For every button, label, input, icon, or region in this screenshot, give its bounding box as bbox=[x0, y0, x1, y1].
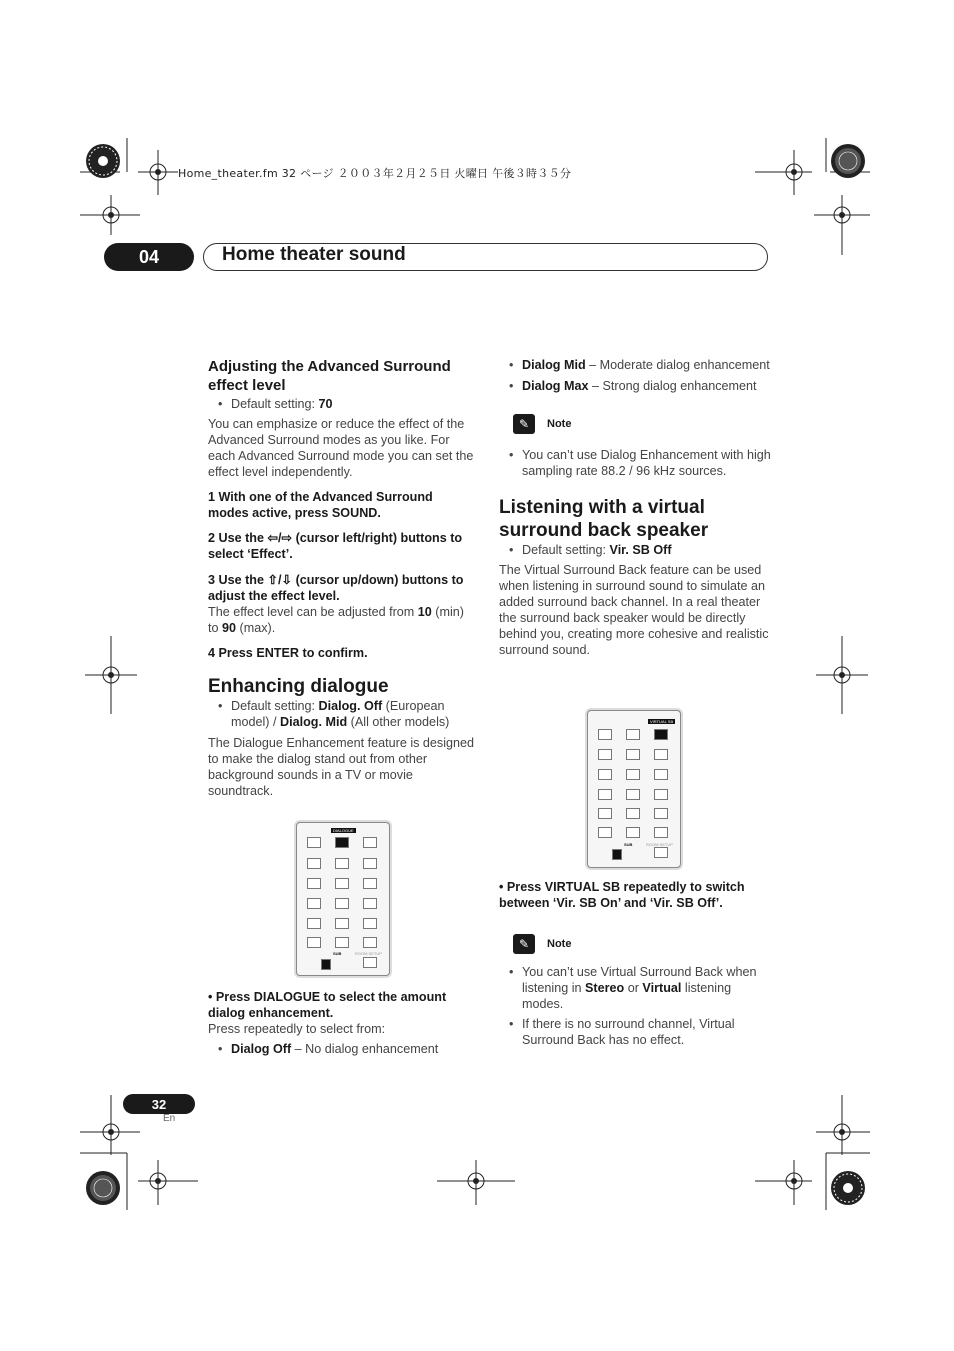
remote-button bbox=[363, 858, 377, 869]
remote-switch bbox=[612, 849, 622, 860]
remote-button bbox=[598, 789, 612, 800]
remote-button bbox=[307, 858, 321, 869]
remote-sub-label: SUB bbox=[333, 951, 342, 956]
remote-button bbox=[626, 729, 640, 740]
remote-button bbox=[598, 749, 612, 760]
remote-button bbox=[307, 898, 321, 909]
file-info-line: Home_theater.fm 32 ページ ２００３年２月２５日 火曜日 午後３時３５分 bbox=[178, 167, 572, 180]
left-column bbox=[208, 357, 476, 799]
remote-button bbox=[626, 769, 640, 780]
right-column-bottom bbox=[499, 879, 771, 1048]
remote-button bbox=[363, 957, 377, 968]
remote-top-label: VIRTUAL SB bbox=[650, 719, 674, 724]
remote-button bbox=[307, 918, 321, 929]
note-2-label: Note bbox=[547, 938, 572, 950]
step-4: 4 Press ENTER to confirm. bbox=[208, 646, 368, 660]
remote-button bbox=[335, 858, 349, 869]
chapter-title: Home theater sound bbox=[222, 244, 406, 265]
advanced-surround-heading: Adjusting the Advanced Surround effect level bbox=[208, 358, 451, 394]
enhancing-dialogue-heading: Enhancing dialogue bbox=[208, 676, 389, 697]
chapter-number-badge: 04 bbox=[104, 243, 194, 271]
remote-button bbox=[363, 937, 377, 948]
remote-button bbox=[654, 827, 668, 838]
advanced-default-setting: • Default setting: 70 bbox=[208, 396, 476, 412]
step-1: 1 With one of the Advanced Surround modes active, press SOUND. bbox=[208, 490, 433, 520]
pencil-icon: ✎ bbox=[513, 414, 535, 434]
dialog-mid-item: • Dialog Mid – Moderate dialog enhancement bbox=[499, 357, 771, 373]
dialog-body: The Dialogue Enhancement feature is designed to make the dialog stand out from other background sounds in a TV or movie soundtrack. bbox=[208, 736, 475, 798]
remote-button bbox=[307, 937, 321, 948]
remote-top-label: DIALOGUE bbox=[333, 828, 354, 833]
remote-button bbox=[626, 749, 640, 760]
left-column-bottom bbox=[208, 989, 476, 1057]
remote-button bbox=[654, 808, 668, 819]
remote-button bbox=[654, 789, 668, 800]
remote-button bbox=[335, 937, 349, 948]
note-1: • You can’t use Dialog Enhancement with high sampling rate 88.2 / 96 kHz sources. bbox=[499, 447, 771, 479]
note-header bbox=[513, 414, 771, 434]
right-column bbox=[499, 357, 771, 658]
remote-button bbox=[626, 827, 640, 838]
vsb-step: • Press VIRTUAL SB repeatedly to switch between ‘Vir. SB On’ and ‘Vir. SB Off’. bbox=[499, 880, 745, 910]
remote-button bbox=[654, 847, 668, 858]
remote-button bbox=[363, 837, 377, 848]
note-2-header bbox=[513, 934, 771, 954]
remote-room-setup-label: ROOM SETUP bbox=[646, 842, 673, 847]
vsb-body: The Virtual Surround Back feature can be used when listening in surround sound to simulate an added surround back channel. In a real theater the surround back speaker would be directly behind you, creating more cohesive and realistic surround sound. bbox=[499, 563, 769, 657]
dialog-off-item: • Dialog Off – No dialog enhancement bbox=[208, 1041, 476, 1057]
remote-button bbox=[598, 827, 612, 838]
remote-button bbox=[363, 898, 377, 909]
note-2a: • You can’t use Virtual Surround Back when listening in Stereo or Virtual listening modes. bbox=[499, 964, 771, 1012]
remote-button bbox=[598, 769, 612, 780]
remote-button bbox=[598, 808, 612, 819]
remote-sub-label: SUB bbox=[624, 842, 633, 847]
remote-button bbox=[307, 878, 321, 889]
remote-switch bbox=[321, 959, 331, 970]
virtual-surround-back-heading: Listening with a virtual surround back speaker bbox=[499, 497, 709, 541]
note-2b: • If there is no surround channel, Virtual Surround Back has no effect. bbox=[499, 1016, 771, 1048]
dialog-max-item: • Dialog Max – Strong dialog enhancement bbox=[499, 378, 771, 394]
dialog-default-setting: • Default setting: Dialog. Off (European model) / Dialog. Mid (All other models) bbox=[208, 698, 476, 730]
remote-button bbox=[363, 878, 377, 889]
remote-illustration-dialogue bbox=[296, 822, 390, 976]
step-2: 2 Use the ⇦/⇨ (cursor left/right) buttons to select ‘Effect’. bbox=[208, 531, 463, 561]
advanced-body: You can emphasize or reduce the effect of the Advanced Surround modes as you like. For each Advanced Surround mode you can set the effect level independently. bbox=[208, 417, 474, 479]
remote-dialogue-button bbox=[335, 837, 349, 848]
remote-button bbox=[335, 898, 349, 909]
pencil-icon: ✎ bbox=[513, 934, 535, 954]
remote-virtual-sb-button bbox=[654, 729, 668, 740]
remote-button bbox=[335, 918, 349, 929]
note-label: Note bbox=[547, 418, 572, 430]
remote-button bbox=[654, 769, 668, 780]
remote-button bbox=[598, 729, 612, 740]
remote-button bbox=[626, 808, 640, 819]
remote-button bbox=[307, 837, 321, 848]
dialog-step-body: Press repeatedly to select from: bbox=[208, 1022, 386, 1036]
remote-illustration-virtual-sb bbox=[587, 710, 681, 868]
page-number: 32 bbox=[123, 1094, 195, 1114]
vsb-default-setting: • Default setting: Vir. SB Off bbox=[499, 542, 771, 558]
remote-button bbox=[654, 749, 668, 760]
page-language: En bbox=[163, 1113, 176, 1124]
remote-room-setup-label: ROOM SETUP bbox=[355, 951, 382, 956]
remote-button bbox=[626, 789, 640, 800]
remote-button bbox=[335, 878, 349, 889]
step-3-body: The effect level can be adjusted from 10 (min) to 90 (max). bbox=[208, 605, 464, 635]
remote-button bbox=[363, 918, 377, 929]
dialog-step: • Press DIALOGUE to select the amount dialog enhancement. bbox=[208, 990, 447, 1020]
step-3: 3 Use the ⇧/⇩ (cursor up/down) buttons to adjust the effect level. bbox=[208, 573, 464, 603]
